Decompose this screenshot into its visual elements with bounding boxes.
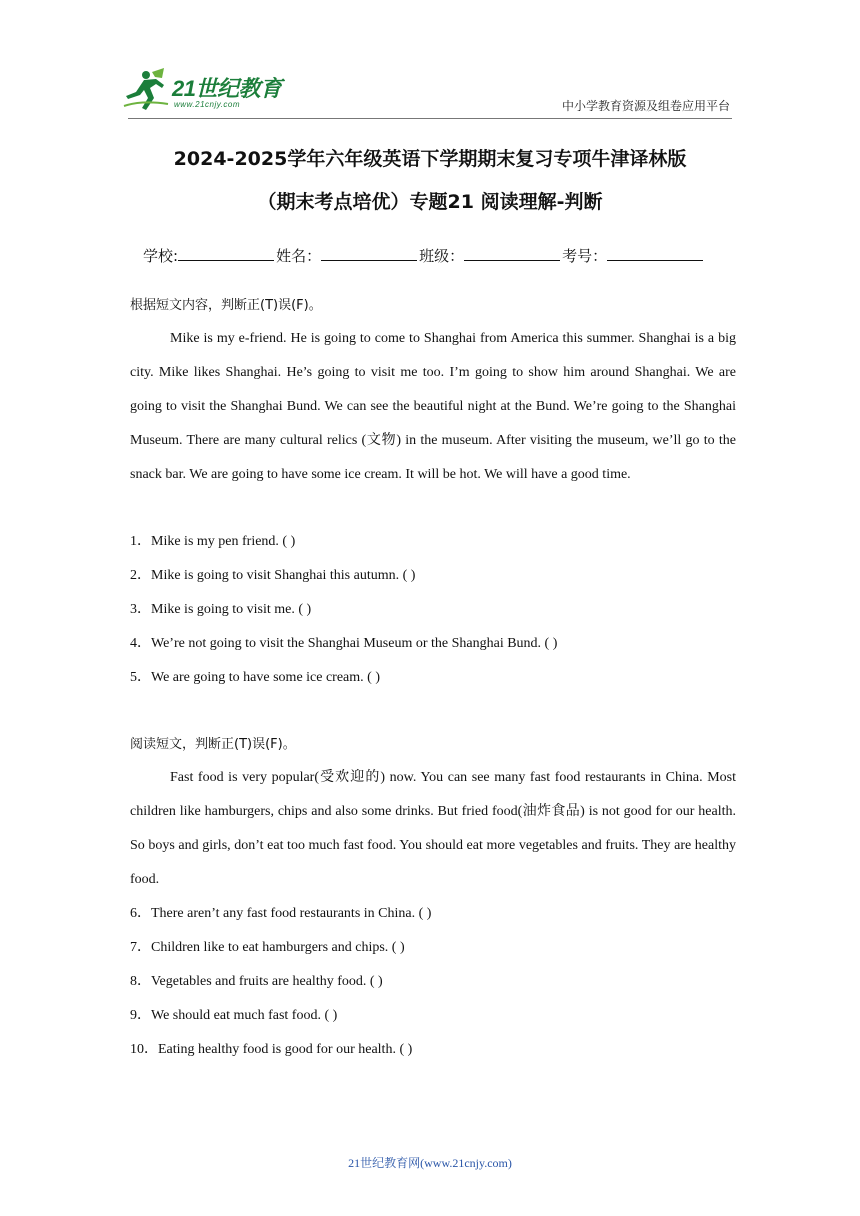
section2-instruction: 阅读短文，判断正(T)误(F)。: [130, 737, 296, 752]
number-field[interactable]: [607, 244, 703, 261]
name-field[interactable]: [321, 244, 417, 261]
question-6: 6．There aren’t any fast food restaurants in China. ( ): [130, 906, 432, 921]
student-info-row: [143, 244, 705, 266]
school-label: 学校:: [143, 247, 179, 265]
platform-label: 中小学教育资源及组卷应用平台: [561, 99, 730, 113]
question-8: 8．Vegetables and fruits are healthy food. ( ): [130, 974, 383, 989]
page-title-line2: （期末考点培优）专题21 阅读理解-判断: [257, 191, 603, 213]
question-5: 5．We are going to have some ice cream. ( ): [130, 670, 380, 685]
question-3: 3．Mike is going to visit me. ( ): [130, 602, 312, 617]
section2-passage: Fast food is very popular(受欢迎的) now. You can see many fast food restaurants in China. Most children like hamburgers, chips and also some drinks. But fried food(油炸食品) is not good for our health. So boys and girls, don’t eat too much fast food. You should eat more vegetables and fruits. They are healthy food.: [130, 770, 736, 887]
name-label: 姓名：: [276, 247, 322, 265]
section1-passage: Mike is my e-friend. He is going to come to Shanghai from America this summer. Shanghai is a big city. Mike likes Shanghai. He’s going to visit me too. I’m going to show him around Shanghai. We are going to visit the Shanghai Bund. We can see the beautiful night at the Bund. We’re going to the Shanghai Museum. There are many cultural relics (文物) in the museum. After visiting the museum, we’ll go to the snack bar. We are going to have some ice cream. It will be hot. We will have a good time.: [130, 331, 736, 482]
section1-instruction: 根据短文内容，判断正(T)误(F)。: [130, 298, 322, 313]
site-logo: [122, 66, 292, 118]
question-4: 4．We’re not going to visit the Shanghai Museum or the Shanghai Bund. ( ): [130, 636, 558, 651]
logo-text: 21世纪教育: [172, 76, 282, 101]
logo-url: www.21cnjy.com: [174, 100, 240, 109]
class-label: 班级：: [419, 247, 465, 265]
question-10: 10．Eating healthy food is good for our health. ( ): [130, 1042, 413, 1057]
footer-link[interactable]: 21世纪教育网(www.21cnjy.com): [348, 1156, 512, 1170]
school-field[interactable]: [178, 244, 274, 261]
number-label: 考号：: [562, 247, 608, 265]
page-title-line1: 2024-2025学年六年级英语下学期期末复习专项牛津译林版: [173, 148, 687, 170]
runner-logo-icon: [122, 66, 174, 114]
question-1: 1．Mike is my pen friend. ( ): [130, 534, 296, 549]
question-2: 2．Mike is going to visit Shanghai this autumn. ( ): [130, 568, 416, 583]
question-9: 9．We should eat much fast food. ( ): [130, 1008, 338, 1023]
class-field[interactable]: [464, 244, 560, 261]
question-7: 7．Children like to eat hamburgers and chips. ( ): [130, 940, 405, 955]
header-divider: [128, 118, 732, 119]
